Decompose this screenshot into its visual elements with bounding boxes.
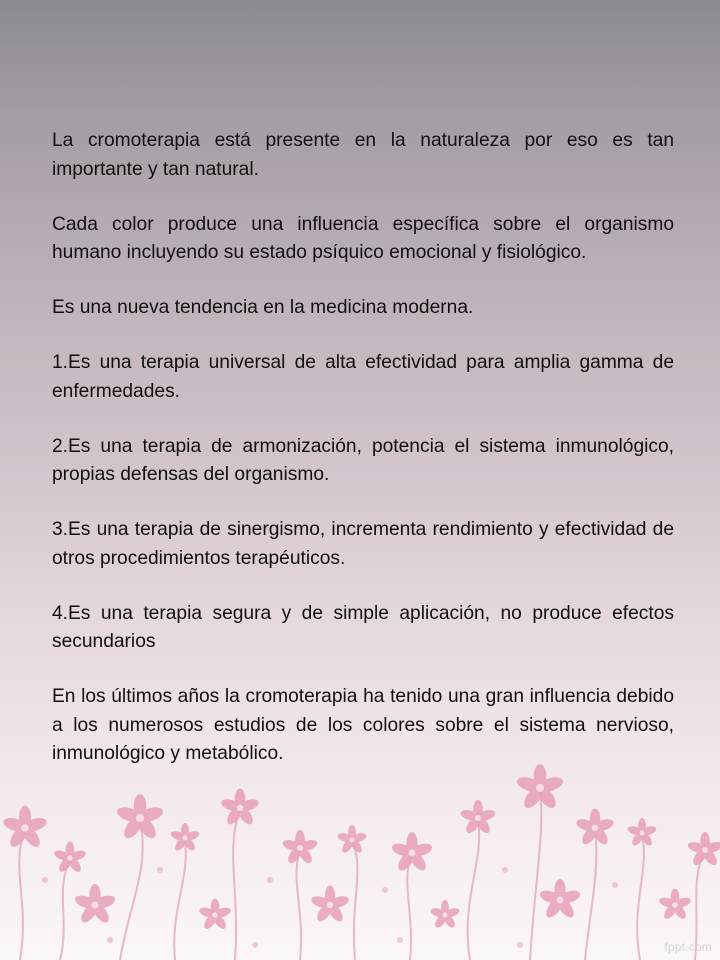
paragraph-point-2: 2.Es una terapia de armonización, potencia el sistema inmunológico, propias defensas del organismo. (52, 435, 674, 485)
paragraph-intro: La cromoterapia está presente en la naturaleza por eso es tan importante y tan natural. (52, 130, 674, 180)
paragraph-trend: Es una nueva tendencia en la medicina moderna. (52, 297, 474, 318)
paragraph-point-1: 1.Es una terapia universal de alta efectividad para amplia gamma de enfermedades. (52, 352, 674, 402)
watermark: fppt.com (664, 940, 712, 954)
paragraph-point-4: 4.Es una terapia segura y de simple aplicación, no produce efectos secundarios (52, 602, 674, 652)
paragraph-point-3: 3.Es una terapia de sinergismo, incrementa rendimiento y efectividad de otros procedimientos terapéuticos. (52, 519, 674, 569)
body-text (52, 127, 674, 795)
paragraph-influence: Cada color produce una influencia específica sobre el organismo humano incluyendo su estado psíquico emocional y fisiológico. (52, 213, 674, 263)
paragraph-conclusion: En los últimos años la cromoterapia ha tenido una gran influencia debido a los numerosos estudios de los colores sobre el sistema nervioso, inmunológico y metabólico. (52, 686, 674, 764)
